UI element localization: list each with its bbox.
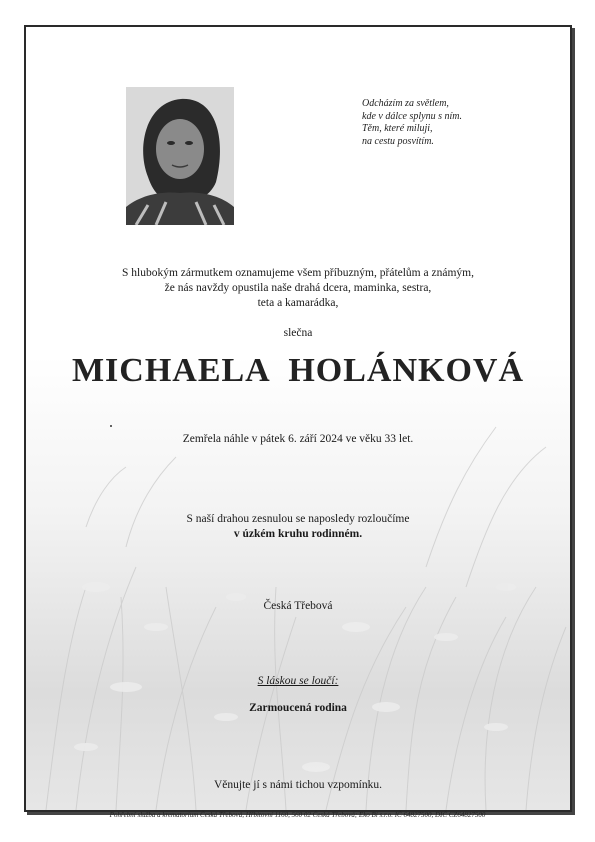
poem-line: Těm, které miluji, <box>362 123 433 134</box>
announcement-line: že nás navždy opustila naše drahá dcera, maminka, sestra, <box>164 282 432 294</box>
family-signature: Zarmoucená rodina <box>249 702 347 714</box>
memory-line: Věnujte jí s námi tichou vzpomínku. <box>213 779 382 791</box>
deceased-name: MICHAELA HOLÁNKOVÁ <box>71 352 525 389</box>
poem-line: na cestu posvítím. <box>362 135 434 147</box>
speck-mark <box>110 425 112 427</box>
announcement-line: S hlubokým zármutkem oznamujeme všem příbuzným, přátelům a známým, <box>122 267 474 279</box>
poem <box>362 98 532 148</box>
portrait-photo <box>126 87 234 225</box>
farewell-label: S láskou se loučí: <box>257 675 339 687</box>
announcement-line: teta a kamarádka, <box>257 297 339 309</box>
honorific-title: slečna <box>283 327 313 339</box>
death-notice: Zemřela náhle v pátek 6. září 2024 ve věku 33 let. <box>182 433 414 445</box>
funeral-line-bold: v úzkém kruhu rodinném. <box>233 528 363 540</box>
poem-line: Odcházím za světlem, <box>362 98 449 109</box>
town-name: Česká Třebová <box>263 600 333 612</box>
obituary-frame <box>24 25 572 812</box>
funeral-notice <box>26 512 570 542</box>
announcement <box>26 266 570 311</box>
footer-funeral-service: Pohřební služba a krematorium Česká Třebová, Hřbitovní 1160, 560 02 Česká Třebová; Eko Bi s.r.o. IČ 64827500, DIČ CZ64827500 <box>109 811 486 819</box>
funeral-line: S naší drahou zesnulou se naposledy rozloučíme <box>186 513 410 525</box>
poem-line: kde v dálce splynu s ním. <box>362 110 462 122</box>
